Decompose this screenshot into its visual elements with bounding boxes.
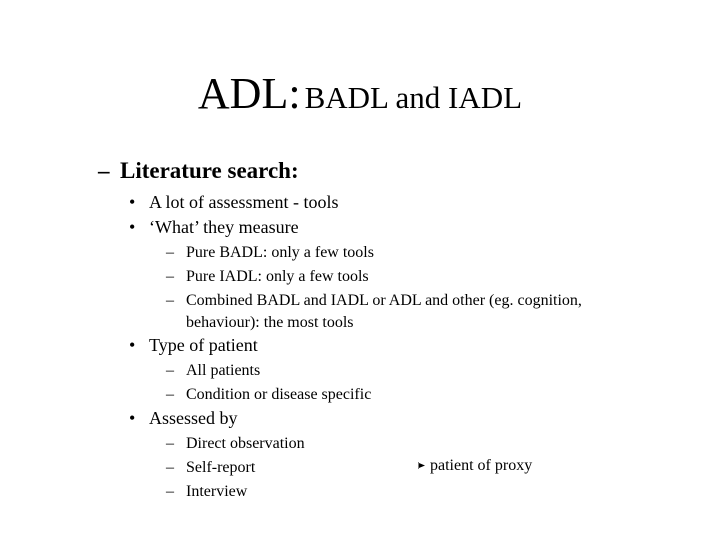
arrow-right-icon [418,461,430,472]
dash-marker: – [166,386,174,403]
bullet-type [129,335,258,356]
sub-combined [166,290,582,334]
sub-text: Direct observation [186,435,305,452]
sub-self-report [166,457,255,479]
bullet-text: ‘What’ they measure [149,217,299,237]
dash-marker: – [166,268,174,285]
bullet-text: Assessed by [149,408,238,428]
slide-title [0,68,720,119]
dash-marker: – [166,362,174,379]
dash-marker: – [166,459,174,476]
bullet-assessed [129,408,238,429]
bullet-tools [129,192,339,213]
heading-text: Literature search: [120,158,299,183]
dash-marker: – [166,292,174,309]
arrow-right-icon-glyph [418,461,427,470]
sub-text-multiline [186,290,582,334]
sub-text: Self-report [186,459,256,476]
bullet-marker: • [129,408,136,428]
sub-direct [166,433,305,455]
sub-condition [166,384,371,406]
sub-interview [166,481,247,503]
proxy-text: patient of proxy [430,457,533,474]
sub-pure-badl [166,242,374,264]
combined-line2: behaviour): the most tools [186,314,354,331]
bullet-what [129,217,299,238]
bullet-marker: • [129,192,136,212]
sub-text: Interview [186,483,248,500]
bullet-text: Type of patient [149,335,258,355]
title-main: ADL: [197,69,301,118]
bullet-marker: • [129,217,136,237]
combined-line1: Combined BADL and IADL or ADL and other (eg. cognition, [186,292,582,309]
bullet-marker: • [129,335,136,355]
title-sub: BADL and IADL [304,80,523,115]
dash-marker: – [166,244,174,261]
proxy-note [418,457,532,475]
bullet-text: A lot of assessment - tools [149,192,339,212]
sub-pure-iadl [166,266,369,288]
dash-marker: – [166,483,174,500]
dash-marker: – [98,158,110,183]
section-heading [98,158,299,184]
sub-text: All patients [186,362,261,379]
sub-text: Pure IADL: only a few tools [186,268,369,285]
sub-all-patients [166,360,260,382]
sub-text: Pure BADL: only a few tools [186,244,374,261]
sub-text: Condition or disease specific [186,386,372,403]
dash-marker: – [166,435,174,452]
